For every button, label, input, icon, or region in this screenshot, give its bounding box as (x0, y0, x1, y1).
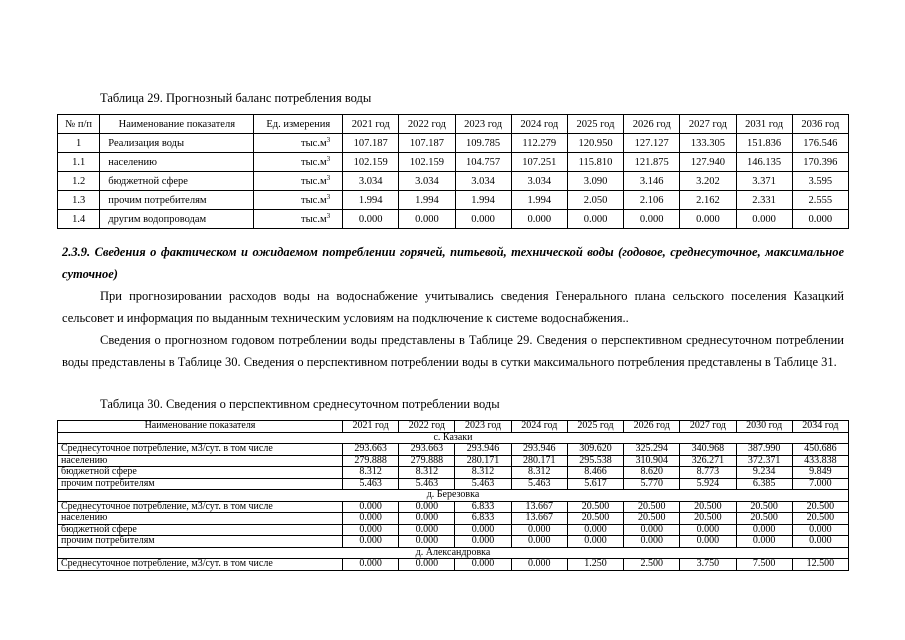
value-cell: 0.000 (455, 536, 511, 548)
indicator-name: населению (100, 153, 254, 172)
value-cell: 0.000 (399, 513, 455, 525)
group-title: д. Березовка (58, 490, 849, 502)
value-cell: 107.187 (343, 134, 399, 153)
paragraph-forecast-basis: При прогнозировании расходов воды на водоснабжение учитывались сведения Генерального плана сельского поселения Казацкий сельсовет и информация по выданным техническим условиям на подключение к системе водоснабжения.. (62, 289, 844, 325)
indicator-name: бюджетной сфере (58, 467, 343, 479)
column-header: 2023 год (455, 115, 511, 134)
indicator-name: бюджетной сфере (58, 524, 343, 536)
value-cell: 0.000 (343, 536, 399, 548)
value-cell: 279.888 (343, 455, 399, 467)
indicator-name: Реализация воды (100, 134, 254, 153)
value-cell: 3.034 (455, 172, 511, 191)
column-header: 2024 год (511, 421, 567, 433)
column-header: 2021 год (343, 421, 399, 433)
value-cell: 20.500 (624, 513, 680, 525)
value-cell: 0.000 (736, 524, 792, 536)
value-cell: 0.000 (624, 210, 680, 229)
row-number: 1.4 (58, 210, 100, 229)
value-cell: 13.667 (511, 513, 567, 525)
value-cell: 0.000 (736, 210, 792, 229)
value-cell: 2.500 (624, 559, 680, 571)
row-number: 1.3 (58, 191, 100, 210)
value-cell: 8.312 (399, 467, 455, 479)
column-header: 2034 год (792, 421, 848, 433)
value-cell: 102.159 (343, 153, 399, 172)
value-cell: 325.294 (624, 444, 680, 456)
value-cell: 0.000 (455, 559, 511, 571)
value-cell: 107.187 (399, 134, 455, 153)
value-cell: 310.904 (624, 455, 680, 467)
value-cell: 1.994 (343, 191, 399, 210)
value-cell: 2.050 (567, 191, 623, 210)
value-cell: 8.466 (567, 467, 623, 479)
value-cell: 3.034 (343, 172, 399, 191)
value-cell: 0.000 (792, 524, 848, 536)
table-row (58, 153, 849, 172)
value-cell: 0.000 (680, 210, 736, 229)
value-cell: 0.000 (343, 210, 399, 229)
group-title: д. Александровка (58, 547, 849, 559)
indicator-name: Среднесуточное потребление, м3/сут. в том числе (58, 444, 343, 456)
table-row (58, 467, 849, 479)
value-cell: 0.000 (567, 210, 623, 229)
indicator-name: населению (58, 513, 343, 525)
column-header: 2027 год (680, 115, 736, 134)
indicator-name: другим водопроводам (100, 210, 254, 229)
value-cell: 20.500 (567, 513, 623, 525)
value-cell: 151.836 (736, 134, 792, 153)
section-heading: 2.3.9. Сведения о фактическом и ожидаемом потреблении горячей, питьевой, технической воды (годовое, среднесуточное, максимальное суточное) (62, 245, 844, 281)
indicator-name: бюджетной сфере (100, 172, 254, 191)
value-cell: 280.171 (455, 455, 511, 467)
value-cell: 6.833 (455, 501, 511, 513)
column-header: Ед. измерения (254, 115, 343, 134)
value-cell: 5.463 (343, 478, 399, 490)
value-cell: 6.833 (455, 513, 511, 525)
unit-superscript: 3 (326, 173, 331, 182)
value-cell: 0.000 (567, 524, 623, 536)
value-cell: 5.617 (567, 478, 623, 490)
unit-cell (254, 172, 343, 191)
value-cell: 133.305 (680, 134, 736, 153)
value-cell: 120.950 (567, 134, 623, 153)
value-cell: 1.994 (511, 191, 567, 210)
column-header: 2021 год (343, 115, 399, 134)
value-cell: 0.000 (624, 524, 680, 536)
value-cell: 0.000 (399, 210, 455, 229)
value-cell: 104.757 (455, 153, 511, 172)
value-cell: 326.271 (680, 455, 736, 467)
column-header: 2023 год (455, 421, 511, 433)
value-cell: 0.000 (511, 559, 567, 571)
value-cell: 20.500 (792, 501, 848, 513)
table-row (58, 536, 849, 548)
value-cell: 0.000 (343, 524, 399, 536)
table-row (58, 444, 849, 456)
value-cell: 5.463 (455, 478, 511, 490)
value-cell: 1.994 (399, 191, 455, 210)
indicator-name: Среднесуточное потребление, м3/сут. в том числе (58, 501, 343, 513)
forecast-balance-table (57, 114, 849, 229)
value-cell: 121.875 (624, 153, 680, 172)
value-cell: 0.000 (624, 536, 680, 548)
value-cell: 0.000 (399, 559, 455, 571)
value-cell: 0.000 (792, 210, 848, 229)
value-cell: 112.279 (511, 134, 567, 153)
column-header: 2026 год (624, 421, 680, 433)
value-cell: 102.159 (399, 153, 455, 172)
value-cell: 0.000 (343, 501, 399, 513)
value-cell: 0.000 (455, 210, 511, 229)
value-cell: 279.888 (399, 455, 455, 467)
value-cell: 2.162 (680, 191, 736, 210)
value-cell: 1.250 (567, 559, 623, 571)
value-cell: 309.620 (567, 444, 623, 456)
value-cell: 3.034 (511, 172, 567, 191)
table-row (58, 501, 849, 513)
value-cell: 0.000 (511, 210, 567, 229)
table30-caption: Таблица 30. Сведения о перспективном среднесуточном потреблении воды (100, 397, 500, 411)
value-cell: 0.000 (567, 536, 623, 548)
value-cell: 8.773 (680, 467, 736, 479)
table-row (58, 559, 849, 571)
table-row (58, 455, 849, 467)
column-header: № п/п (58, 115, 100, 134)
value-cell: 12.500 (792, 559, 848, 571)
value-cell: 293.946 (511, 444, 567, 456)
table29-caption: Таблица 29. Прогнозный баланс потребления воды (100, 91, 372, 105)
value-cell: 1.994 (455, 191, 511, 210)
value-cell: 20.500 (792, 513, 848, 525)
table-row (58, 210, 849, 229)
value-cell: 115.810 (567, 153, 623, 172)
value-cell: 0.000 (680, 524, 736, 536)
row-number: 1.1 (58, 153, 100, 172)
table-header-row (58, 421, 849, 433)
value-cell: 20.500 (736, 513, 792, 525)
unit-text: тыс.м (301, 175, 327, 187)
value-cell: 2.331 (736, 191, 792, 210)
column-header: Наименование показателя (100, 115, 254, 134)
value-cell: 9.234 (736, 467, 792, 479)
value-cell: 372.371 (736, 455, 792, 467)
value-cell: 5.463 (399, 478, 455, 490)
value-cell: 0.000 (399, 501, 455, 513)
value-cell: 20.500 (624, 501, 680, 513)
group-row (58, 490, 849, 502)
value-cell: 293.946 (455, 444, 511, 456)
table-row (58, 478, 849, 490)
table-row (58, 134, 849, 153)
value-cell: 20.500 (736, 501, 792, 513)
value-cell: 20.500 (680, 513, 736, 525)
value-cell: 3.371 (736, 172, 792, 191)
value-cell: 3.090 (567, 172, 623, 191)
table-row (58, 513, 849, 525)
value-cell: 0.000 (343, 559, 399, 571)
value-cell: 3.034 (399, 172, 455, 191)
value-cell: 176.546 (792, 134, 848, 153)
unit-cell (254, 191, 343, 210)
column-header: 2030 год (736, 421, 792, 433)
value-cell: 8.312 (511, 467, 567, 479)
value-cell: 0.000 (792, 536, 848, 548)
unit-cell (254, 210, 343, 229)
unit-superscript: 3 (326, 154, 331, 163)
value-cell: 6.385 (736, 478, 792, 490)
value-cell: 2.555 (792, 191, 848, 210)
group-title: с. Казаки (58, 432, 849, 444)
indicator-name: населению (58, 455, 343, 467)
value-cell: 20.500 (567, 501, 623, 513)
value-cell: 293.663 (399, 444, 455, 456)
value-cell: 8.312 (455, 467, 511, 479)
unit-text: тыс.м (301, 213, 327, 225)
value-cell: 9.849 (792, 467, 848, 479)
paragraph-table-references: Сведения о прогнозном годовом потреблении воды представлены в Таблице 29. Сведения о перспективном среднесуточном потреблении воды представлены в Таблице 30. Сведения о перспективном потреблении воды в сутки максимального потребления представлены в Таблице 31. (62, 333, 844, 369)
value-cell: 109.785 (455, 134, 511, 153)
daily-consumption-table (57, 420, 849, 571)
indicator-name: Среднесуточное потребление, м3/сут. в том числе (58, 559, 343, 571)
value-cell: 2.106 (624, 191, 680, 210)
unit-superscript: 3 (326, 192, 331, 201)
value-cell: 127.940 (680, 153, 736, 172)
value-cell: 387.990 (736, 444, 792, 456)
value-cell: 5.463 (511, 478, 567, 490)
value-cell: 0.000 (736, 536, 792, 548)
value-cell: 7.500 (736, 559, 792, 571)
value-cell: 107.251 (511, 153, 567, 172)
column-header: 2025 год (567, 115, 623, 134)
column-header: 2024 год (511, 115, 567, 134)
table-header-row (58, 115, 849, 134)
value-cell: 170.396 (792, 153, 848, 172)
unit-text: тыс.м (301, 156, 327, 168)
unit-superscript: 3 (326, 211, 331, 220)
value-cell: 0.000 (399, 524, 455, 536)
value-cell: 127.127 (624, 134, 680, 153)
indicator-name: прочим потребителям (100, 191, 254, 210)
value-cell: 340.968 (680, 444, 736, 456)
column-header: Наименование показателя (58, 421, 343, 433)
table-row (58, 524, 849, 536)
value-cell: 0.000 (343, 513, 399, 525)
value-cell: 0.000 (455, 524, 511, 536)
value-cell: 8.312 (343, 467, 399, 479)
indicator-name: прочим потребителям (58, 478, 343, 490)
value-cell: 3.595 (792, 172, 848, 191)
value-cell: 0.000 (511, 524, 567, 536)
value-cell: 433.838 (792, 455, 848, 467)
indicator-name: прочим потребителям (58, 536, 343, 548)
unit-text: тыс.м (301, 137, 327, 149)
value-cell: 450.686 (792, 444, 848, 456)
value-cell: 5.924 (680, 478, 736, 490)
value-cell: 293.663 (343, 444, 399, 456)
column-header: 2022 год (399, 421, 455, 433)
unit-text: тыс.м (301, 194, 327, 206)
column-header: 2022 год (399, 115, 455, 134)
group-row (58, 547, 849, 559)
value-cell: 3.146 (624, 172, 680, 191)
value-cell: 13.667 (511, 501, 567, 513)
value-cell: 3.750 (680, 559, 736, 571)
row-number: 1 (58, 134, 100, 153)
value-cell: 3.202 (680, 172, 736, 191)
value-cell: 295.538 (567, 455, 623, 467)
value-cell: 280.171 (511, 455, 567, 467)
group-row (58, 432, 849, 444)
value-cell: 5.770 (624, 478, 680, 490)
value-cell: 146.135 (736, 153, 792, 172)
table-row (58, 191, 849, 210)
value-cell: 0.000 (680, 536, 736, 548)
column-header: 2026 год (624, 115, 680, 134)
value-cell: 7.000 (792, 478, 848, 490)
column-header: 2027 год (680, 421, 736, 433)
value-cell: 8.620 (624, 467, 680, 479)
value-cell: 0.000 (399, 536, 455, 548)
column-header: 2031 год (736, 115, 792, 134)
unit-cell (254, 134, 343, 153)
unit-cell (254, 153, 343, 172)
row-number: 1.2 (58, 172, 100, 191)
column-header: 2036 год (792, 115, 848, 134)
value-cell: 0.000 (511, 536, 567, 548)
value-cell: 20.500 (680, 501, 736, 513)
column-header: 2025 год (567, 421, 623, 433)
unit-superscript: 3 (326, 135, 331, 144)
table-row (58, 172, 849, 191)
